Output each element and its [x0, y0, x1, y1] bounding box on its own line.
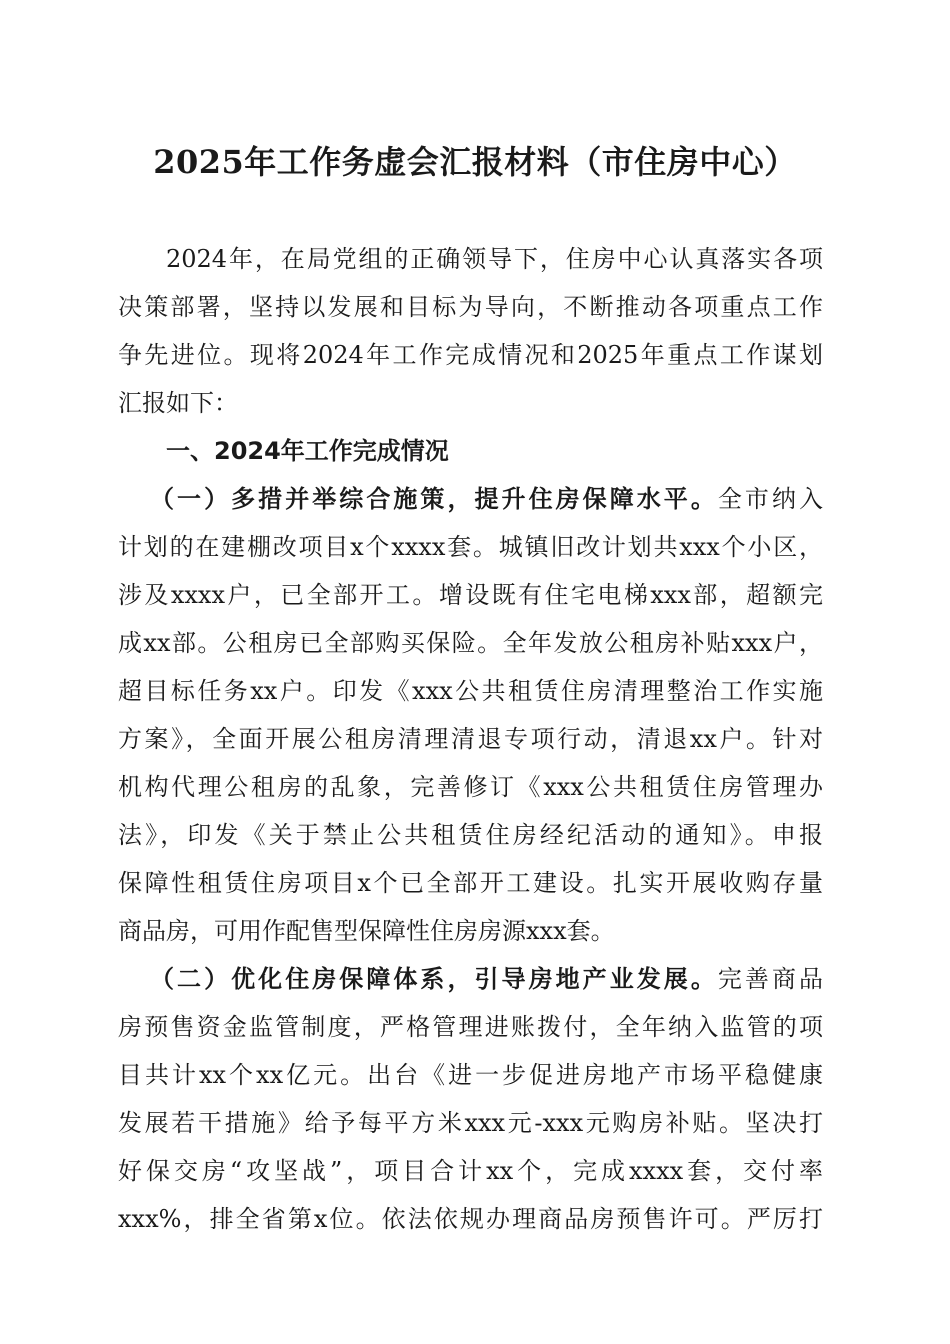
sub1-line: 保障性租赁住房项目x个已全部开工建设。扎实开展收购存量	[118, 869, 823, 897]
sub1-first-line	[150, 476, 823, 522]
sub2-lead: （二）优化住房保障体系，引导房地产业发展。	[150, 964, 718, 993]
document-title: 2025年工作务虚会汇报材料（市住房中心）	[153, 143, 797, 181]
sub1-line: 方案》，全面开展公租房清理清退专项行动，清退xx户。针对	[118, 725, 823, 753]
sub2-line: 好保交房“攻坚战”，项目合计xx个，完成xxxx套，交付率	[118, 1157, 823, 1185]
sub2-line: 发展若干措施》给予每平方米xxx元-xxx元购房补贴。坚决打	[118, 1109, 823, 1137]
sub1-line: 计划的在建棚改项目x个xxxx套。城镇旧改计划共xxx个小区，	[118, 533, 823, 561]
intro-line-2: 决策部署，坚持以发展和目标为导向，不断推动各项重点工作	[118, 293, 823, 321]
sub2-first-rest: 完善商品	[717, 965, 823, 993]
sub2-line: xxx%，排全省第x位。依法依规办理商品房预售许可。严厉打	[118, 1205, 823, 1233]
intro-line-4: 汇报如下：	[118, 389, 238, 417]
sub2-first-line	[150, 956, 823, 1002]
intro-line-3: 争先进位。现将2024年工作完成情况和2025年重点工作谋划	[118, 341, 823, 369]
sub1-first-rest: 全市纳入	[717, 485, 823, 513]
sub2-line: 房预售资金监管制度，严格管理进账拨付，全年纳入监管的项	[118, 1013, 823, 1041]
intro-line-1: 2024年，在局党组的正确领导下，住房中心认真落实各项	[166, 245, 823, 273]
sub1-line: 成xx部。公租房已全部购买保险。全年发放公租房补贴xxx户，	[118, 629, 823, 657]
sub1-line: 商品房，可用作配售型保障性住房房源xxx套。	[118, 917, 615, 945]
sub1-lead: （一）多措并举综合施策，提升住房保障水平。	[150, 484, 718, 513]
sub1-line: 法》，印发《关于禁止公共租赁住房经纪活动的通知》。申报	[118, 821, 823, 849]
sub2-line: 目共计xx个xx亿元。出台《进一步促进房地产市场平稳健康	[118, 1061, 823, 1089]
sub1-line: 超目标任务xx户。印发《xxx公共租赁住房清理整治工作实施	[118, 677, 823, 705]
sub1-line: 涉及xxxx户，已全部开工。增设既有住宅电梯xxx部，超额完	[118, 581, 823, 609]
section-heading: 一、2024年工作完成情况	[166, 437, 449, 465]
sub1-line: 机构代理公租房的乱象，完善修订《xxx公共租赁住房管理办	[118, 773, 823, 801]
